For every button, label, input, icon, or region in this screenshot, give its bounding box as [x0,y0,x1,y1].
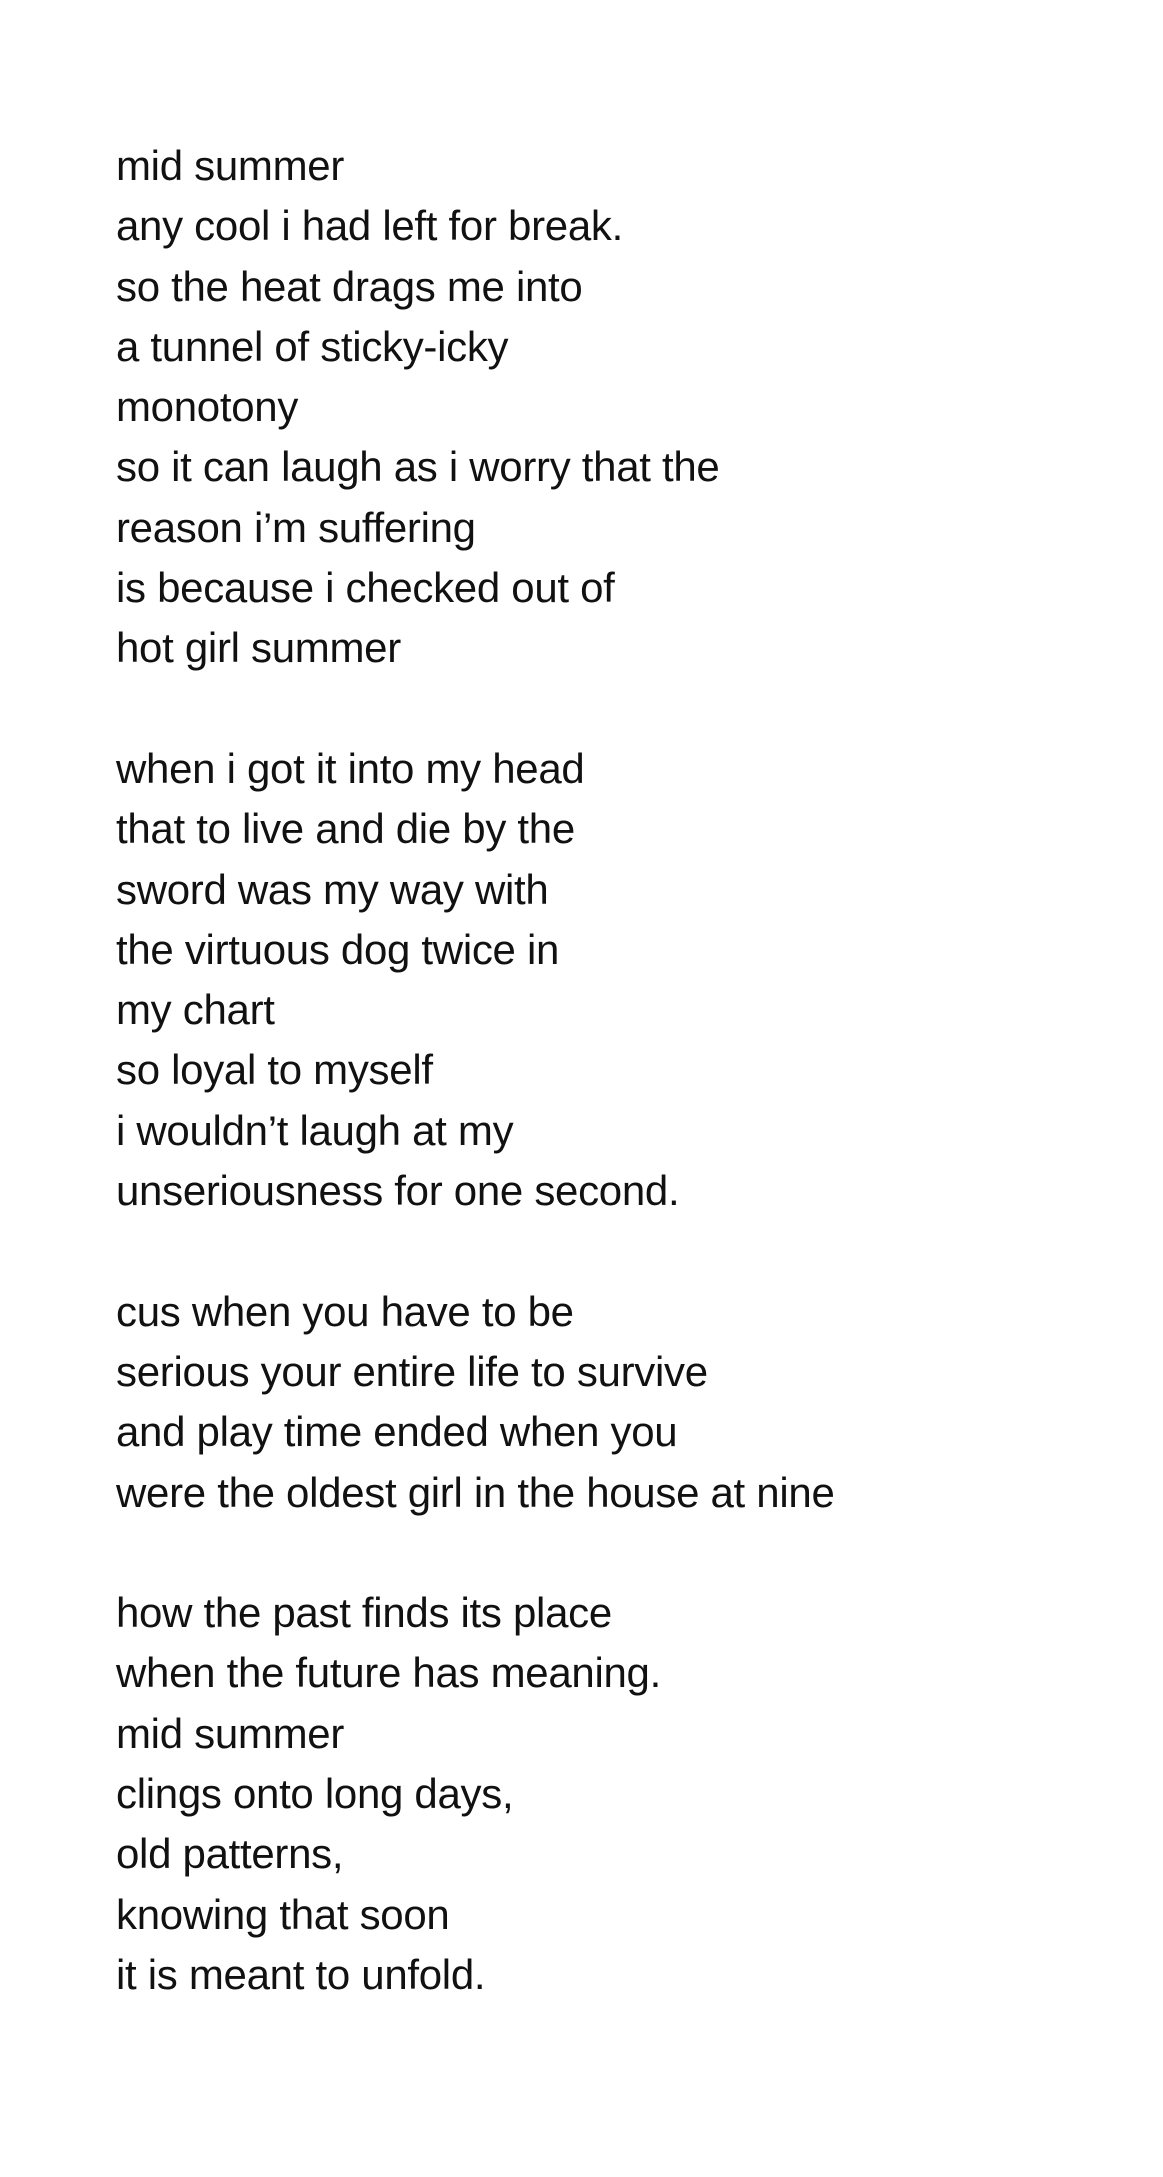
stanza-2 [116,739,1096,1221]
poem-line: any cool i had left for break. [116,202,623,250]
poem-line: were the oldest girl in the house at nine [116,1468,835,1516]
poem-line: is because i checked out of [116,564,615,612]
poem-text [116,136,1096,2005]
poem-line: old patterns, [116,1830,344,1878]
poem-line: a tunnel of sticky-icky [116,322,509,370]
poem-line: that to live and die by the [116,805,575,853]
poem-line: my chart [116,986,275,1034]
poem-line: cus when you have to be [116,1287,574,1335]
poem-line: monotony [116,383,299,431]
poem-line: how the past finds its place [116,1589,612,1637]
poem-line: when the future has meaning. [116,1649,661,1697]
poem-line: reason i’m suffering [116,503,476,551]
poem-line: hot girl summer [116,624,401,672]
poem-line: mid summer [116,1709,345,1757]
stanza-3 [116,1282,1096,1523]
poem-line: unseriousness for one second. [116,1167,680,1215]
stanza-4 [116,1583,1096,2005]
poem-line: the virtuous dog twice in [116,925,560,973]
poem-line: mid summer [116,142,345,189]
poem-line: so loyal to myself [116,1046,433,1094]
poem-line: so the heat drags me into [116,262,583,310]
poem-line: i wouldn’t laugh at my [116,1106,514,1154]
poem-line: clings onto long days, [116,1770,514,1818]
poem-line: knowing that soon [116,1890,450,1938]
poem-line: it is meant to unfold. [116,1950,486,1998]
stanza-1 [116,136,1096,679]
poem-line: so it can laugh as i worry that the [116,443,720,491]
poem-line: when i got it into my head [116,744,585,792]
poem-line: sword was my way with [116,865,549,913]
poem-line: serious your entire life to survive [116,1347,708,1395]
poem-line: and play time ended when you [116,1408,678,1456]
